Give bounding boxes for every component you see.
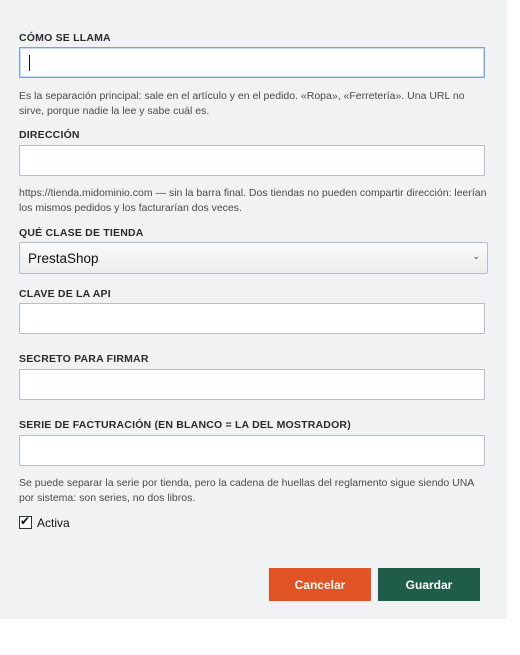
address-help-text: https://tienda.midominio.com — sin la barra final. Dos tiendas no pueden compartir dirección: leerían los mismos pedidos y los facturarían dos veces. [19,187,487,214]
api-key-input[interactable] [19,303,485,334]
active-checkbox[interactable] [19,516,32,529]
save-button[interactable]: Guardar [378,568,480,601]
invoice-series-input[interactable] [19,435,485,466]
name-input[interactable] [19,47,485,78]
signing-secret-label: SECRETO PARA FIRMAR [19,353,149,365]
invoice-series-help-text: Se puede separar la serie por tienda, pero la cadena de huellas del reglamento sigue siendo UNA por sistema: son series, no dos libros. [19,477,474,504]
cancel-button[interactable]: Cancelar [269,568,371,601]
store-type-label: QUÉ CLASE DE TIENDA [19,227,144,239]
invoice-series-label: SERIE DE FACTURACIÓN (EN BLANCO = LA DEL MOSTRADOR) [19,419,351,431]
store-type-selected-value: PrestaShop [28,251,99,266]
chevron-down-icon: ⌄ [472,251,480,261]
active-checkbox-label[interactable]: Activa [37,516,70,530]
api-key-label: CLAVE DE LA API [19,288,111,300]
text-caret [29,55,30,71]
address-label: DIRECCIÓN [19,129,80,141]
name-label: CÓMO SE LLAMA [19,32,111,44]
address-input[interactable] [19,145,485,176]
name-help-text: Es la separación principal: sale en el artículo y en el pedido. «Ropa», «Ferretería». Una URL no sirve, porque nadie la lee y sabe cuál es. [19,90,465,117]
store-type-select[interactable] [19,242,488,274]
checkmark-icon: ✔ [20,514,31,528]
signing-secret-input[interactable] [19,369,485,400]
